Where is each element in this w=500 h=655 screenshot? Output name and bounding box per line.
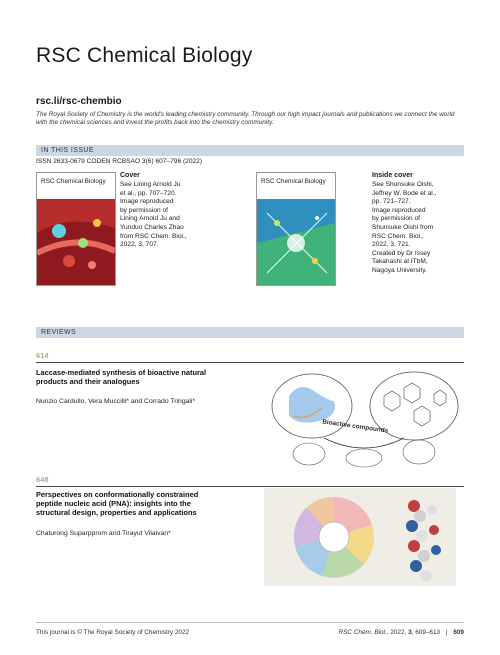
article-graphic: [264, 488, 456, 586]
footer-page-number: 609: [453, 629, 464, 636]
footer-divider: [36, 622, 464, 623]
article-page-number: 648: [36, 475, 49, 484]
issn-line: ISSN 2633-0679 CODEN RCBSAO 3(6) 607–796 (2022): [36, 158, 203, 165]
journal-url[interactable]: rsc.li/rsc-chembio: [36, 96, 122, 107]
cover-label: Cover: [120, 172, 140, 179]
inside-cover-caption: See Shunsuke Oishi, Jeffrey W. Bode et al., pp. 721–727. Image reproduced by permission of Shunsuke Oishi from RSC Chem. Biol., 2022, 3, 721. Created by Dr Issey Takahashi at ITbM, Nagoya University.: [372, 181, 437, 274]
graphic-label: Bioactive compounds: [321, 418, 389, 435]
footer-citation: RSC Chem. Biol., 2022, 3, 609–613 | 609: [338, 629, 464, 636]
article-graphic: [264, 366, 460, 468]
cover-journal-name: RSC Chemical Biology: [41, 178, 106, 185]
cover-image: [36, 172, 116, 286]
article-title[interactable]: Perspectives on conformationally constrained peptide nucleic acid (PNA): insights into the structural design, properties and applications: [36, 490, 199, 518]
in-this-issue-heading: IN THIS ISSUE: [41, 146, 94, 154]
journal-blurb: The Royal Society of Chemistry is the world's leading chemistry community. Through our high impact journals and publications we connect the world with the chemical sciences and invest the profits back into the chemistry community.: [36, 111, 455, 127]
article-title[interactable]: Laccase-mediated synthesis of bioactive natural products and their analogues: [36, 368, 207, 387]
journal-title: RSC Chemical Biology: [36, 44, 253, 67]
article-divider: [36, 486, 464, 487]
footer-copyright: This journal is © The Royal Society of Chemistry 2022: [36, 629, 190, 636]
reviews-heading: REVIEWS: [41, 328, 77, 336]
article-page-number: 614: [36, 351, 49, 360]
article-authors: Nunzio Cardullo, Vera Muccilli* and Corrado Tringali*: [36, 398, 196, 405]
in-this-issue-band: [36, 145, 464, 156]
inside-cover-image: [256, 172, 336, 286]
article-authors: Chaturong Suparpprom and Tirayut Vilaivan*: [36, 530, 171, 537]
inside-cover-label: Inside cover: [372, 172, 413, 179]
reviews-band: [36, 327, 464, 338]
cover-caption: See Lining Arnold Ju et al., pp. 707–720. Image reproduced by permission of Lining Arnold Ju and Yunduo Charles Zhao from RSC Chem. Biol., 2022, 3, 707.: [120, 181, 187, 249]
inside-cover-journal-name: RSC Chemical Biology: [261, 178, 326, 185]
article-divider: [36, 362, 464, 363]
